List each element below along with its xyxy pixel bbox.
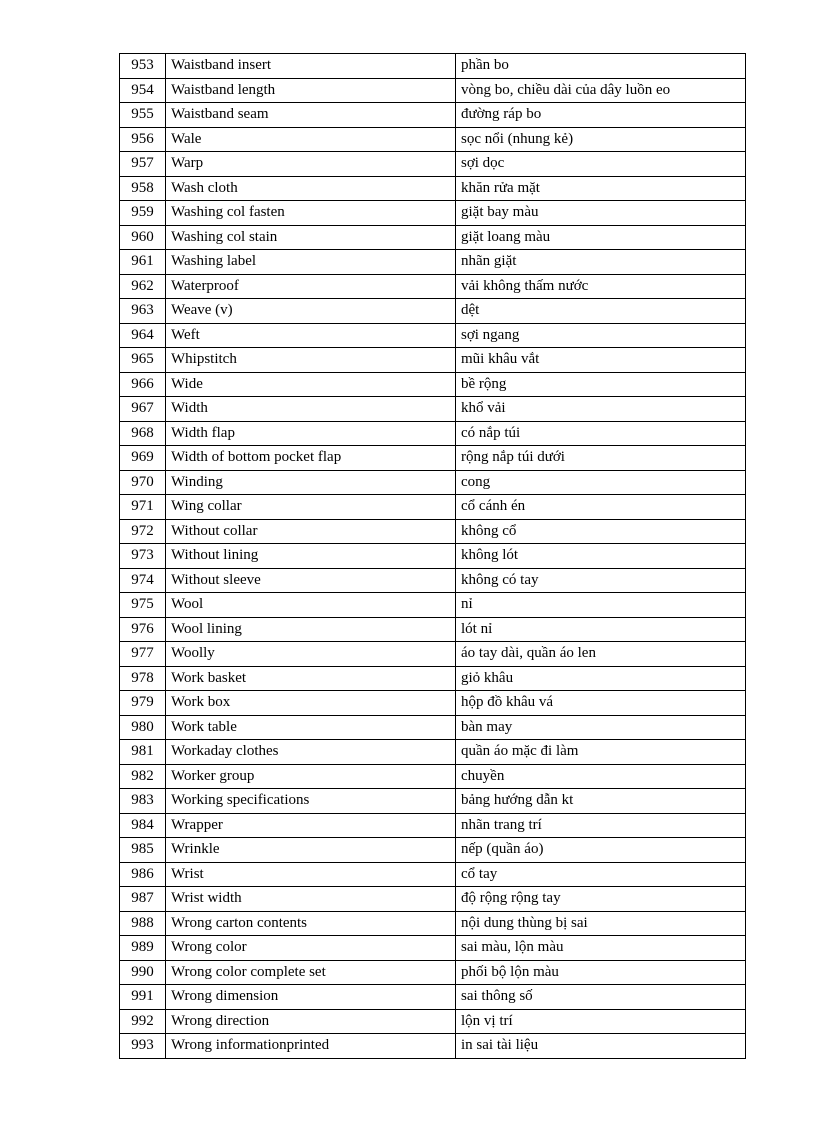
table-row xyxy=(120,1034,746,1059)
table-row xyxy=(120,250,746,275)
english-term: Wide xyxy=(166,372,456,397)
entry-number: 955 xyxy=(120,103,166,128)
table-row xyxy=(120,446,746,471)
vietnamese-term: cong xyxy=(456,470,746,495)
entry-number: 987 xyxy=(120,887,166,912)
table-row xyxy=(120,201,746,226)
english-term: Width flap xyxy=(166,421,456,446)
table-row xyxy=(120,274,746,299)
vietnamese-term: không cổ xyxy=(456,519,746,544)
english-term: Without collar xyxy=(166,519,456,544)
vietnamese-term: khăn rửa mặt xyxy=(456,176,746,201)
english-term: Wale xyxy=(166,127,456,152)
vietnamese-term: vòng bo, chiều dài của dây luồn eo xyxy=(456,78,746,103)
table-row xyxy=(120,740,746,765)
entry-number: 978 xyxy=(120,666,166,691)
english-term: Wrist xyxy=(166,862,456,887)
table-row xyxy=(120,495,746,520)
entry-number: 990 xyxy=(120,960,166,985)
entry-number: 977 xyxy=(120,642,166,667)
table-row xyxy=(120,519,746,544)
entry-number: 970 xyxy=(120,470,166,495)
entry-number: 983 xyxy=(120,789,166,814)
table-row xyxy=(120,299,746,324)
table-row xyxy=(120,666,746,691)
table-row xyxy=(120,617,746,642)
vietnamese-term: sọc nổi (nhung kẻ) xyxy=(456,127,746,152)
entry-number: 965 xyxy=(120,348,166,373)
entry-number: 964 xyxy=(120,323,166,348)
english-term: Wrist width xyxy=(166,887,456,912)
table-row xyxy=(120,813,746,838)
english-term: Winding xyxy=(166,470,456,495)
vietnamese-term: nỉ xyxy=(456,593,746,618)
english-term: Weave (v) xyxy=(166,299,456,324)
english-term: Without sleeve xyxy=(166,568,456,593)
table-row xyxy=(120,642,746,667)
english-term: Wool xyxy=(166,593,456,618)
vietnamese-term: nếp (quần áo) xyxy=(456,838,746,863)
entry-number: 966 xyxy=(120,372,166,397)
entry-number: 974 xyxy=(120,568,166,593)
vietnamese-term: vải không thấm nước xyxy=(456,274,746,299)
vietnamese-term: sợi dọc xyxy=(456,152,746,177)
english-term: Working specifications xyxy=(166,789,456,814)
vietnamese-term: dệt xyxy=(456,299,746,324)
table-row xyxy=(120,960,746,985)
entry-number: 957 xyxy=(120,152,166,177)
vietnamese-term: lót nỉ xyxy=(456,617,746,642)
table-row xyxy=(120,838,746,863)
table-row xyxy=(120,348,746,373)
table-row xyxy=(120,397,746,422)
english-term: Width xyxy=(166,397,456,422)
table-row xyxy=(120,127,746,152)
english-term: Wrapper xyxy=(166,813,456,838)
vietnamese-term: sai thông số xyxy=(456,985,746,1010)
vietnamese-term: khổ vải xyxy=(456,397,746,422)
vietnamese-term: mũi khâu vắt xyxy=(456,348,746,373)
english-term: Wrong color complete set xyxy=(166,960,456,985)
glossary-table xyxy=(119,53,746,1059)
vietnamese-term: sợi ngang xyxy=(456,323,746,348)
english-term: Wrong dimension xyxy=(166,985,456,1010)
vietnamese-term: nhãn giặt xyxy=(456,250,746,275)
entry-number: 985 xyxy=(120,838,166,863)
english-term: Wool lining xyxy=(166,617,456,642)
vietnamese-term: chuyền xyxy=(456,764,746,789)
vietnamese-term: cổ cánh én xyxy=(456,495,746,520)
vietnamese-term: phối bộ lộn màu xyxy=(456,960,746,985)
entry-number: 960 xyxy=(120,225,166,250)
entry-number: 963 xyxy=(120,299,166,324)
vietnamese-term: quần áo mặc đi làm xyxy=(456,740,746,765)
entry-number: 988 xyxy=(120,911,166,936)
entry-number: 993 xyxy=(120,1034,166,1059)
table-row xyxy=(120,911,746,936)
table-row xyxy=(120,470,746,495)
table-row xyxy=(120,985,746,1010)
vietnamese-term: không lót xyxy=(456,544,746,569)
entry-number: 953 xyxy=(120,54,166,79)
table-row xyxy=(120,936,746,961)
vietnamese-term: giặt bay màu xyxy=(456,201,746,226)
english-term: Wash cloth xyxy=(166,176,456,201)
english-term: Washing col stain xyxy=(166,225,456,250)
entry-number: 956 xyxy=(120,127,166,152)
vietnamese-term: bảng hướng dẫn kt xyxy=(456,789,746,814)
english-term: Wrong direction xyxy=(166,1009,456,1034)
vietnamese-term: giỏ khâu xyxy=(456,666,746,691)
english-term: Wing collar xyxy=(166,495,456,520)
table-row xyxy=(120,225,746,250)
table-row xyxy=(120,691,746,716)
entry-number: 989 xyxy=(120,936,166,961)
table-row xyxy=(120,568,746,593)
entry-number: 972 xyxy=(120,519,166,544)
english-term: Washing label xyxy=(166,250,456,275)
english-term: Without lining xyxy=(166,544,456,569)
entry-number: 971 xyxy=(120,495,166,520)
entry-number: 967 xyxy=(120,397,166,422)
table-row xyxy=(120,715,746,740)
vietnamese-term: rộng nắp túi dưới xyxy=(456,446,746,471)
entry-number: 962 xyxy=(120,274,166,299)
entry-number: 954 xyxy=(120,78,166,103)
table-row xyxy=(120,862,746,887)
table-row xyxy=(120,1009,746,1034)
table-row xyxy=(120,421,746,446)
table-row xyxy=(120,152,746,177)
vietnamese-term: độ rộng rộng tay xyxy=(456,887,746,912)
table-row xyxy=(120,54,746,79)
table-row xyxy=(120,764,746,789)
entry-number: 961 xyxy=(120,250,166,275)
table-row xyxy=(120,103,746,128)
vietnamese-term: bề rộng xyxy=(456,372,746,397)
vietnamese-term: không có tay xyxy=(456,568,746,593)
vietnamese-term: đường ráp bo xyxy=(456,103,746,128)
table-row xyxy=(120,789,746,814)
english-term: Waistband seam xyxy=(166,103,456,128)
english-term: Woolly xyxy=(166,642,456,667)
entry-number: 984 xyxy=(120,813,166,838)
english-term: Work basket xyxy=(166,666,456,691)
english-term: Wrong color xyxy=(166,936,456,961)
english-term: Work table xyxy=(166,715,456,740)
vietnamese-term: cổ tay xyxy=(456,862,746,887)
table-row xyxy=(120,544,746,569)
vietnamese-term: nội dung thùng bị sai xyxy=(456,911,746,936)
entry-number: 968 xyxy=(120,421,166,446)
entry-number: 969 xyxy=(120,446,166,471)
entry-number: 973 xyxy=(120,544,166,569)
entry-number: 986 xyxy=(120,862,166,887)
english-term: Washing col fasten xyxy=(166,201,456,226)
vietnamese-term: giặt loang màu xyxy=(456,225,746,250)
english-term: Waterproof xyxy=(166,274,456,299)
vietnamese-term: sai màu, lộn màu xyxy=(456,936,746,961)
english-term: Wrong informationprinted xyxy=(166,1034,456,1059)
entry-number: 958 xyxy=(120,176,166,201)
vietnamese-term: hộp đồ khâu vá xyxy=(456,691,746,716)
entry-number: 992 xyxy=(120,1009,166,1034)
english-term: Waistband insert xyxy=(166,54,456,79)
entry-number: 991 xyxy=(120,985,166,1010)
vietnamese-term: có nắp túi xyxy=(456,421,746,446)
english-term: Wrong carton contents xyxy=(166,911,456,936)
vietnamese-term: áo tay dài, quần áo len xyxy=(456,642,746,667)
vietnamese-term: in sai tài liệu xyxy=(456,1034,746,1059)
english-term: Work box xyxy=(166,691,456,716)
vietnamese-term: phần bo xyxy=(456,54,746,79)
entry-number: 980 xyxy=(120,715,166,740)
english-term: Worker group xyxy=(166,764,456,789)
glossary-body xyxy=(120,54,746,1059)
entry-number: 982 xyxy=(120,764,166,789)
vietnamese-term: bàn may xyxy=(456,715,746,740)
english-term: Waistband length xyxy=(166,78,456,103)
english-term: Workaday clothes xyxy=(166,740,456,765)
table-row xyxy=(120,78,746,103)
english-term: Wrinkle xyxy=(166,838,456,863)
english-term: Warp xyxy=(166,152,456,177)
entry-number: 979 xyxy=(120,691,166,716)
entry-number: 976 xyxy=(120,617,166,642)
table-row xyxy=(120,887,746,912)
english-term: Whipstitch xyxy=(166,348,456,373)
table-row xyxy=(120,593,746,618)
entry-number: 959 xyxy=(120,201,166,226)
english-term: Width of bottom pocket flap xyxy=(166,446,456,471)
table-row xyxy=(120,323,746,348)
vietnamese-term: nhãn trang trí xyxy=(456,813,746,838)
english-term: Weft xyxy=(166,323,456,348)
entry-number: 981 xyxy=(120,740,166,765)
table-row xyxy=(120,176,746,201)
entry-number: 975 xyxy=(120,593,166,618)
table-row xyxy=(120,372,746,397)
vietnamese-term: lộn vị trí xyxy=(456,1009,746,1034)
